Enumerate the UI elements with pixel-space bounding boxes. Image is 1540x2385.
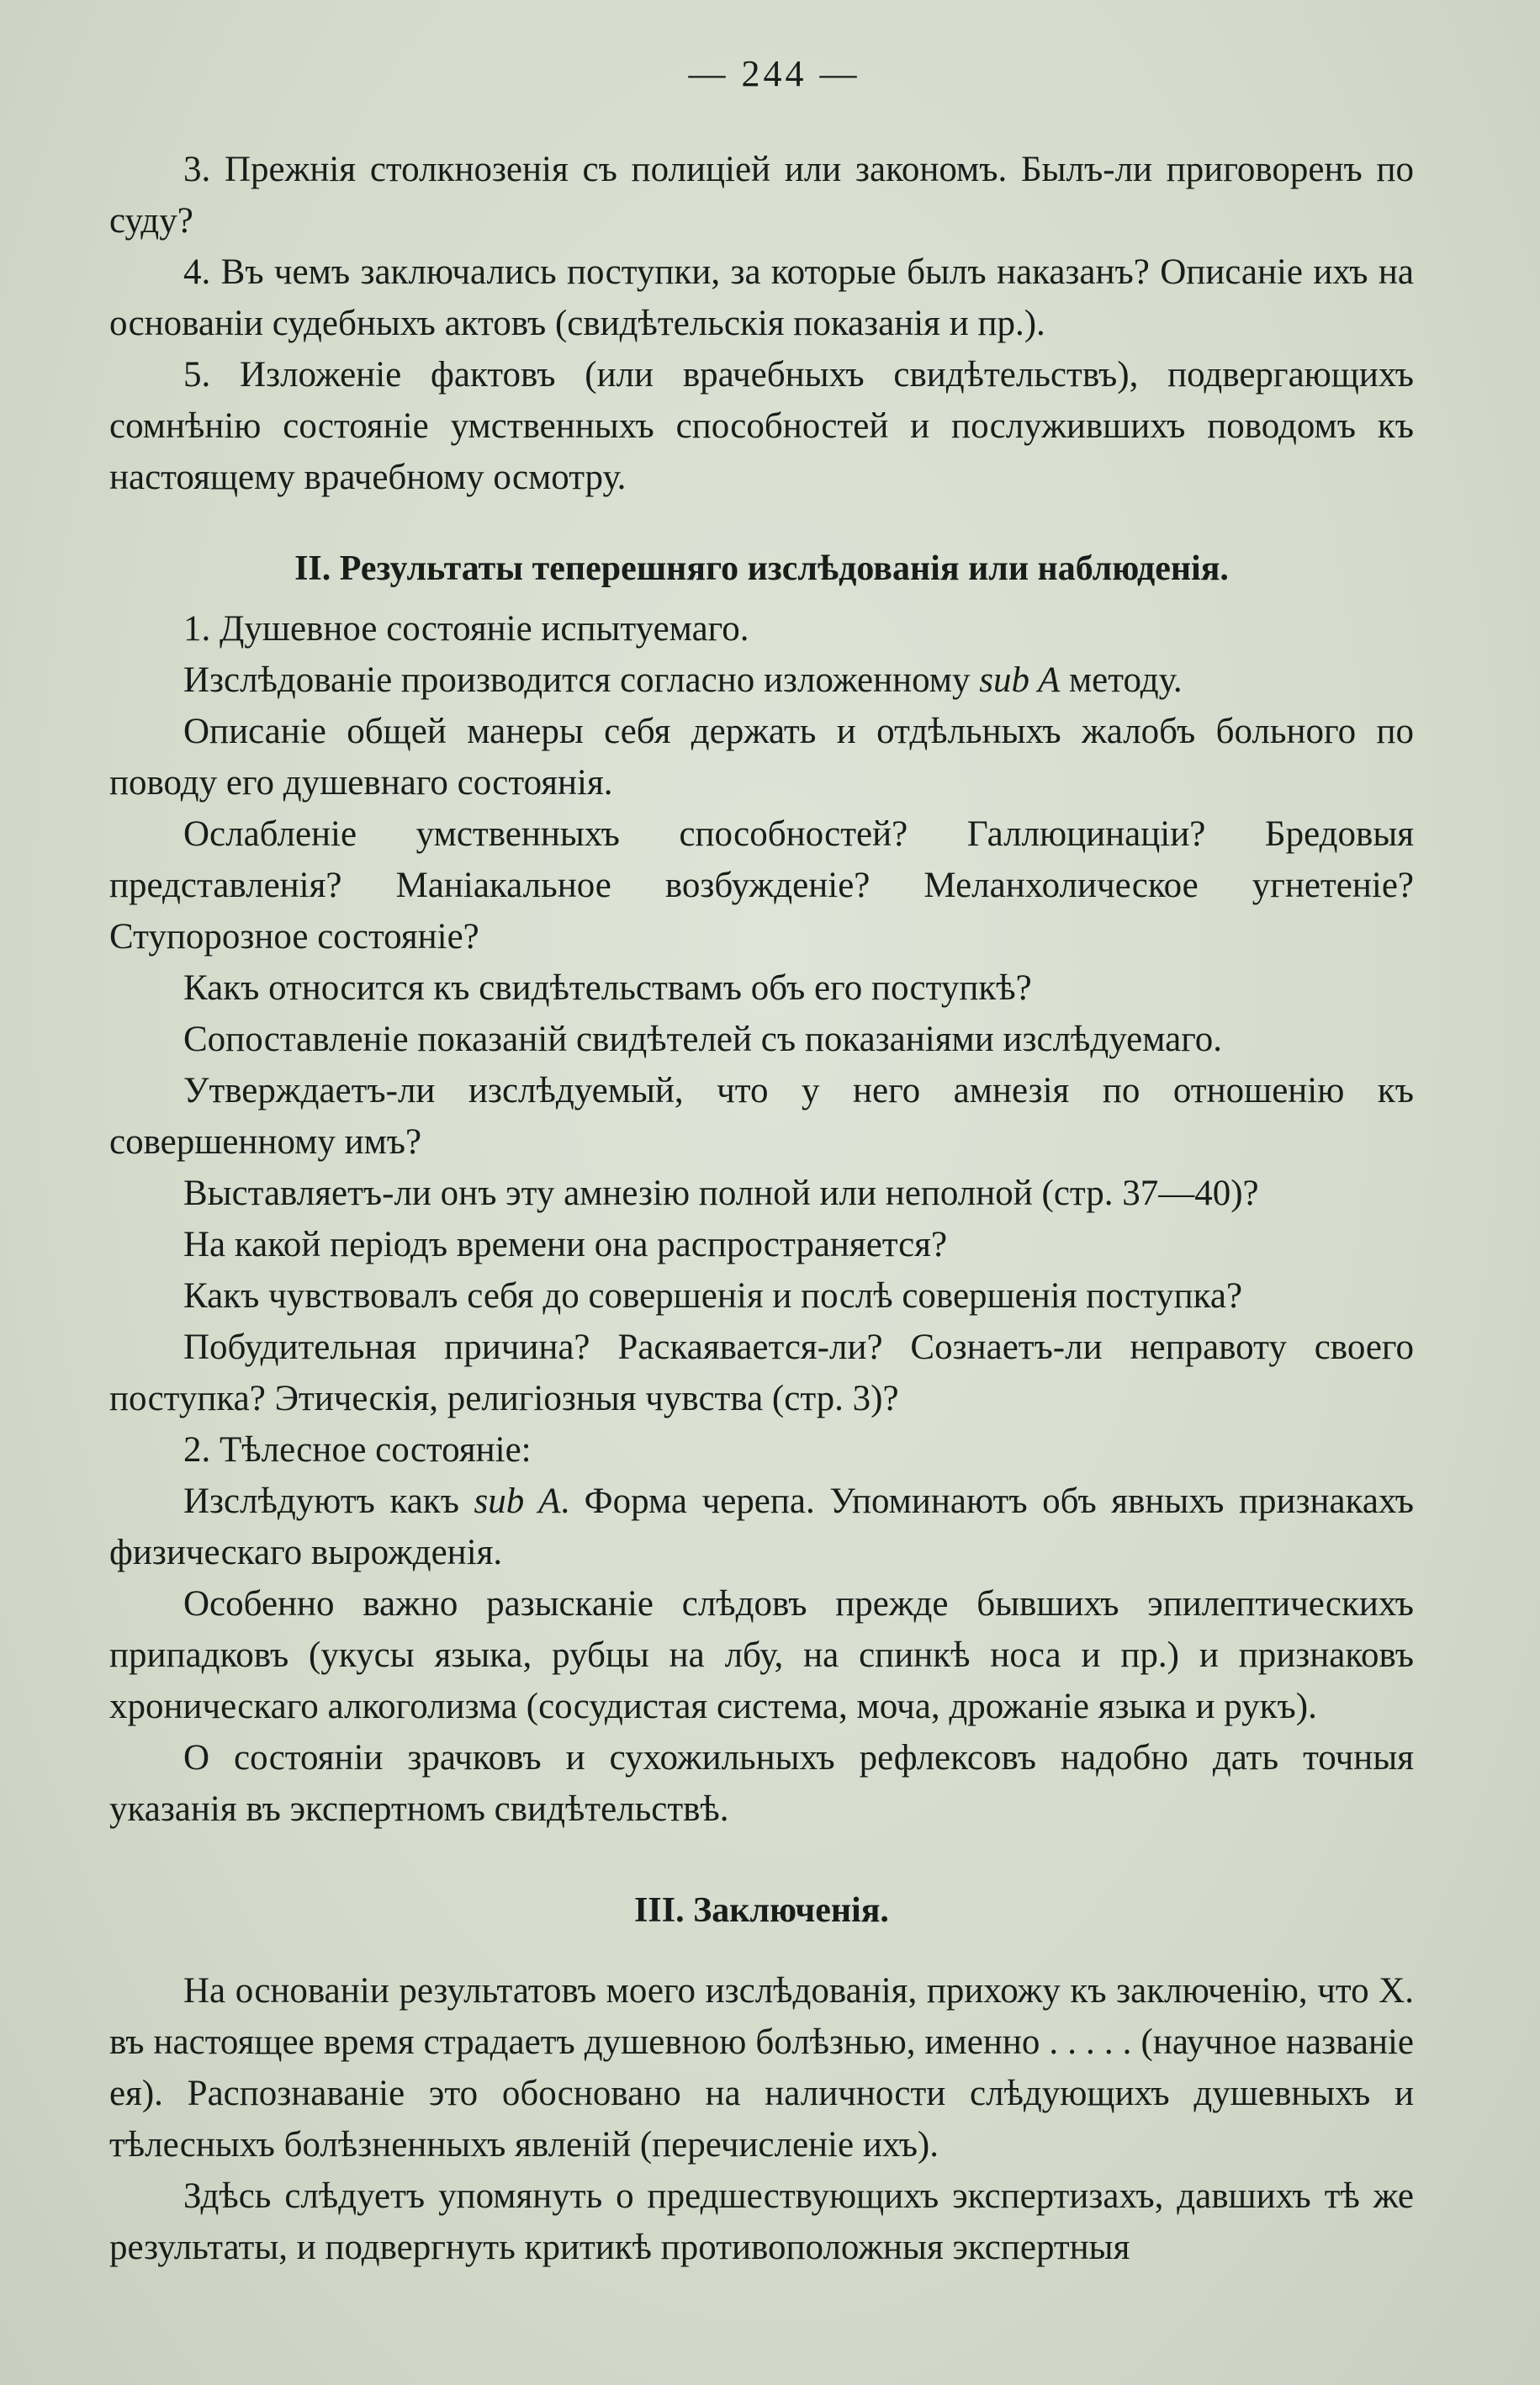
mental-state-paragraph: 1. Душевное состояніе испытуемаго.	[183, 609, 749, 649]
amnesia-paragraph: Утверждаетъ-ли изслѣдуемый, что у него амнезія по отношенію къ совершенному имъ?	[109, 1071, 1414, 1162]
page-number: — 244 —	[688, 53, 860, 94]
physical-state-paragraph: 2. Тѣлесное состояніе:	[183, 1430, 532, 1470]
item-5-paragraph: 5. Изложеніе фактовъ (или врачебныхъ свидѣтельствъ), подвергающихъ сомнѣнію состояніе умственныхъ способностей и послужившихъ поводомъ къ настоящему врачебному осмотру.	[109, 355, 1414, 497]
amnesia-period-paragraph: На какой періодъ времени она распространяется?	[183, 1225, 948, 1264]
reflexes-paragraph: О состояніи зрачковъ и сухожильныхъ рефлексовъ надобно дать точныя указанія въ экспертномъ свидѣтельствѣ.	[109, 1738, 1414, 1829]
item-4-paragraph: 4. Въ чемъ заключались поступки, за которые былъ наказанъ? Описаніе ихъ на основаніи судебныхъ актовъ (свидѣтельскія показанія и пр.).	[109, 252, 1414, 343]
method-text-after: методу.	[1060, 660, 1183, 700]
examination-text-before: Изслѣдуютъ какъ	[183, 1481, 474, 1521]
symptoms-paragraph: Ослабленіе умственныхъ способностей? Галлюцинаціи? Бредовыя представленія? Маніакальное возбужденіе? Меланхолическое угнетеніе? Ступорозное состояніе?	[109, 814, 1414, 957]
amnesia-extent-paragraph: Выставляетъ-ли онъ эту амнезію полной или неполной (стр. 37—40)?	[183, 1174, 1259, 1213]
prior-expertise-paragraph: Здѣсь слѣдуетъ упомянуть о предшествующихъ экспертизахъ, давшихъ тѣ же результаты, и подвергнуть критикѣ противоположныя экспертныя	[109, 2176, 1414, 2267]
conclusion-paragraph: На основаніи результатовъ моего изслѣдованія, прихожу къ заключенію, что Х. въ настоящее время страдаетъ душевною болѣзнью, именно . . . . . (научное названіе ея). Распознаваніе это обосновано на наличности слѣдующихъ душевныхъ и тѣлесныхъ болѣзненныхъ явленій (перечисленіе ихъ).	[109, 1971, 1414, 2165]
method-text-before: Изслѣдованіе производится согласно изложенному	[183, 660, 980, 700]
manner-paragraph: Описаніе общей манеры себя держать и отдѣльныхъ жалобъ больного по поводу его душевнаго состоянія.	[109, 712, 1414, 803]
item-3-paragraph: 3. Прежнія столкнозенія съ полиціей или закономъ. Былъ-ли приговоренъ по суду?	[109, 150, 1414, 241]
comparison-paragraph: Сопоставленіе показаній свидѣтелей съ показаніями изслѣдуемаго.	[183, 1020, 1223, 1059]
examination-paragraph	[109, 1476, 1414, 1578]
feelings-paragraph: Какъ чувствовалъ себя до совершенія и послѣ совершенія поступка?	[183, 1276, 1243, 1316]
method-paragraph	[109, 655, 1414, 706]
epilepsy-paragraph: Особенно важно разысканіе слѣдовъ прежде бывшихъ эпилептическихъ припадковъ (укусы языка, рубцы на лбу, на спинкѣ носа и пр.) и признаковъ хроническаго алкоголизма (сосудистая система, моча, дрожаніе языка и рукъ).	[109, 1584, 1414, 1726]
testimony-paragraph: Какъ относится къ свидѣтельствамъ объ его поступкѣ?	[183, 968, 1032, 1008]
motive-paragraph: Побудительная причина? Раскаявается-ли? Сознаетъ-ли неправоту своего поступка? Этическія, религіозныя чувства (стр. 3)?	[109, 1328, 1414, 1418]
section-iii-heading: III. Заключенія.	[634, 1891, 889, 1930]
section-ii-heading: II. Результаты теперешняго изслѣдованія или наблюденія.	[294, 549, 1229, 588]
sub-a-reference-2: sub A	[474, 1481, 561, 1521]
sub-a-reference: sub A	[979, 660, 1061, 700]
examination-text-after: . Форма черепа. Упоминаютъ объ явныхъ признакахъ физическаго вырожденія.	[109, 1481, 1414, 1572]
